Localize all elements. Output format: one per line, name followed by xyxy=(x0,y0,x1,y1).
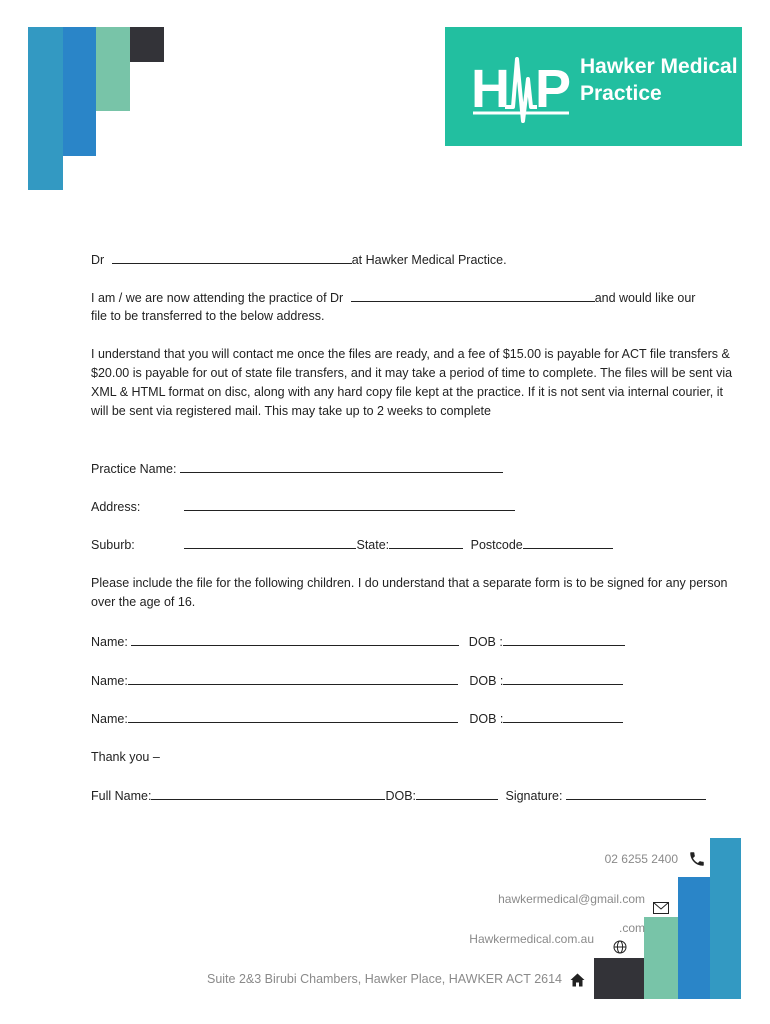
practice-name-line1: Hawker Medical xyxy=(580,55,738,78)
monogram-left: H xyxy=(471,59,510,119)
deco-bar-steel-blue xyxy=(28,27,63,190)
dr-line xyxy=(91,250,507,270)
child-dob-field[interactable] xyxy=(503,632,625,646)
dr-name-field[interactable] xyxy=(112,250,352,264)
child-name-field[interactable] xyxy=(131,632,459,646)
child-row-1 xyxy=(91,632,625,652)
address-field[interactable] xyxy=(184,497,515,511)
footer-bar-blue xyxy=(678,877,710,999)
state-label: State: xyxy=(356,538,390,552)
deco-bar-dark xyxy=(130,27,164,62)
postcode-label: Postcode xyxy=(470,538,523,552)
full-name-field[interactable] xyxy=(151,786,385,800)
footer-bar-steel-blue xyxy=(710,838,741,999)
suburb-row xyxy=(91,535,613,555)
footer-address: Suite 2&3 Birubi Chambers, Hawker Place, HAWKER ACT 2614 xyxy=(206,972,562,986)
child-name-label: Name: xyxy=(91,674,128,688)
child-name-field[interactable] xyxy=(128,709,458,723)
practice-logo xyxy=(445,27,742,146)
child-dob-field[interactable] xyxy=(503,709,623,723)
heartbeat-monogram-icon xyxy=(471,49,571,127)
practice-name-label: Practice Name: xyxy=(91,462,177,476)
signature-field[interactable] xyxy=(566,786,706,800)
attending-line2: file to be transferred to the below address. xyxy=(91,309,325,323)
attending-suffix: and would like our xyxy=(594,291,696,305)
attending-line xyxy=(91,288,695,308)
footer-website[interactable]: Hawkermedical.com.au xyxy=(469,932,594,946)
signature-row xyxy=(91,786,706,806)
full-dob-field[interactable] xyxy=(416,786,498,800)
child-row-3 xyxy=(91,709,623,729)
child-row-2 xyxy=(91,671,623,691)
deco-bar-mint xyxy=(96,27,130,111)
children-paragraph: Please include the file for the following children. I do understand that a separate form is to be signed for any person over the age of 16. xyxy=(91,576,728,609)
child-dob-label: DOB : xyxy=(469,712,504,726)
envelope-icon xyxy=(653,902,669,914)
home-icon xyxy=(570,973,585,987)
globe-icon xyxy=(613,940,627,954)
practice-name-field[interactable] xyxy=(180,459,503,473)
deco-bar-blue xyxy=(63,27,96,156)
dr-suffix: at Hawker Medical Practice. xyxy=(351,253,507,267)
suburb-label: Suburb: xyxy=(91,538,135,552)
child-name-field[interactable] xyxy=(128,671,458,685)
child-dob-label: DOB : xyxy=(469,674,504,688)
child-name-label: Name: xyxy=(91,635,128,649)
footer-bar-mint xyxy=(644,917,678,999)
child-name-label: Name: xyxy=(91,712,128,726)
practice-name xyxy=(580,53,740,107)
full-dob-label: DOB: xyxy=(385,789,416,803)
full-name-label: Full Name: xyxy=(91,789,152,803)
suburb-field[interactable] xyxy=(184,535,356,549)
footer-email-tail: .com xyxy=(618,921,645,935)
practice-name-line2: Practice xyxy=(580,82,662,105)
signature-label: Signature: xyxy=(505,789,563,803)
understand-paragraph: I understand that you will contact me once the files are ready, and a fee of $15.00 is payable for ACT file transfers & $20.00 is payable for out of state file transfers, and it may take a period of time to complete. The files will be sent via XML & HTML format on disc, along with any hard copy file kept at the practice. If it is not sent via internal courier, it will be sent via registered mail. This may take up to 2 weeks to complete xyxy=(91,347,733,418)
dr-prefix: Dr xyxy=(91,253,105,267)
attending-prefix: I am / we are now attending the practice of Dr xyxy=(91,291,344,305)
child-dob-field[interactable] xyxy=(503,671,623,685)
practice-name-row xyxy=(91,459,503,479)
child-dob-label: DOB : xyxy=(468,635,503,649)
address-label: Address: xyxy=(91,500,141,514)
new-dr-name-field[interactable] xyxy=(351,288,595,302)
monogram-right: P xyxy=(535,59,571,119)
phone-icon xyxy=(688,850,706,868)
state-field[interactable] xyxy=(389,535,463,549)
address-row xyxy=(91,497,515,517)
footer-phone: 02 6255 2400 xyxy=(604,852,678,866)
postcode-field[interactable] xyxy=(523,535,613,549)
footer-email[interactable]: hawkermedical@gmail.com xyxy=(498,892,645,906)
footer-bar-dark xyxy=(594,958,644,999)
thank-you: Thank you – xyxy=(91,750,160,764)
